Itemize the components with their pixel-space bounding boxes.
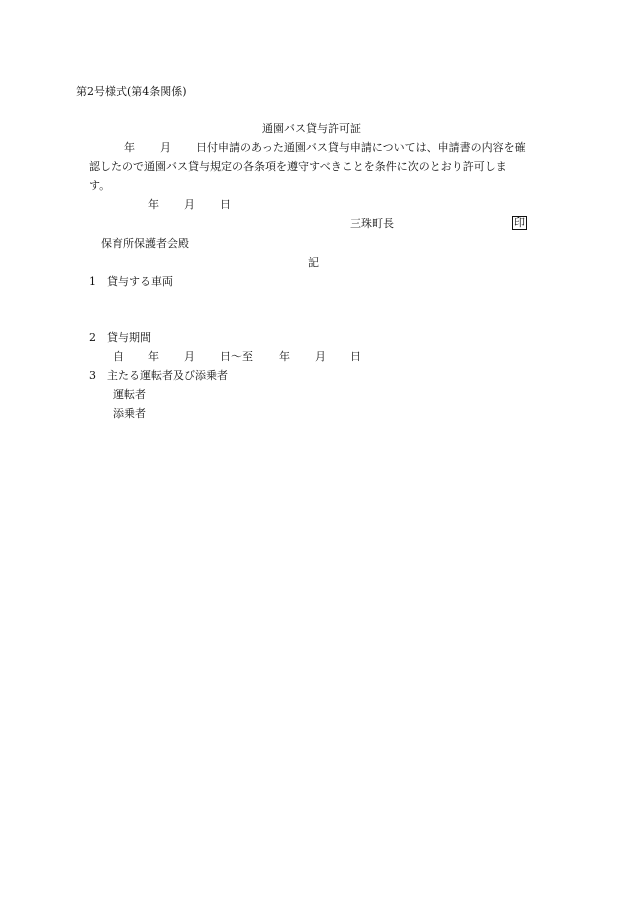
intro-line-1: 日付申請のあった通園バス貸与申請については、申請書の内容を確 xyxy=(196,141,526,154)
intro-year-label: 年 xyxy=(124,141,135,154)
period-end-day: 日 xyxy=(350,350,361,363)
form-reference: 第2号様式(第4条関係) xyxy=(76,85,187,98)
seal-text: 印 xyxy=(514,216,525,229)
document-title: 通園バス貸与許可証 xyxy=(262,122,361,135)
period-start-year: 年 xyxy=(148,350,159,363)
issuer-name: 三珠町長 xyxy=(350,217,394,230)
intro-month-label: 月 xyxy=(160,141,171,154)
item-1-number: 1 xyxy=(89,275,96,288)
period-end-year: 年 xyxy=(279,350,290,363)
issue-date-year: 年 xyxy=(148,198,159,211)
issue-date-day: 日 xyxy=(220,198,231,211)
item-1-label: 貸与する車両 xyxy=(107,275,173,288)
item-2-label: 貸与期間 xyxy=(107,331,151,344)
period-from-label: 自 xyxy=(113,350,124,363)
driver-label: 運転者 xyxy=(113,388,146,401)
item-2-number: 2 xyxy=(89,331,96,344)
attendant-label: 添乗者 xyxy=(113,407,146,420)
intro-line-3: す。 xyxy=(89,179,111,192)
period-start-month: 月 xyxy=(184,350,195,363)
recipient: 保育所保護者会殿 xyxy=(101,237,189,250)
period-end-month: 月 xyxy=(315,350,326,363)
period-start-day-to: 日〜至 xyxy=(220,350,253,363)
item-3-label: 主たる運転者及び添乗者 xyxy=(107,369,228,382)
intro-line-2: 認したので通園バス貸与規定の各条項を遵守すべきことを条件に次のとおり許可しま xyxy=(89,160,507,173)
issue-date-month: 月 xyxy=(184,198,195,211)
seal-mark xyxy=(512,216,527,230)
item-3-number: 3 xyxy=(89,369,96,382)
ki-heading: 記 xyxy=(308,256,319,269)
